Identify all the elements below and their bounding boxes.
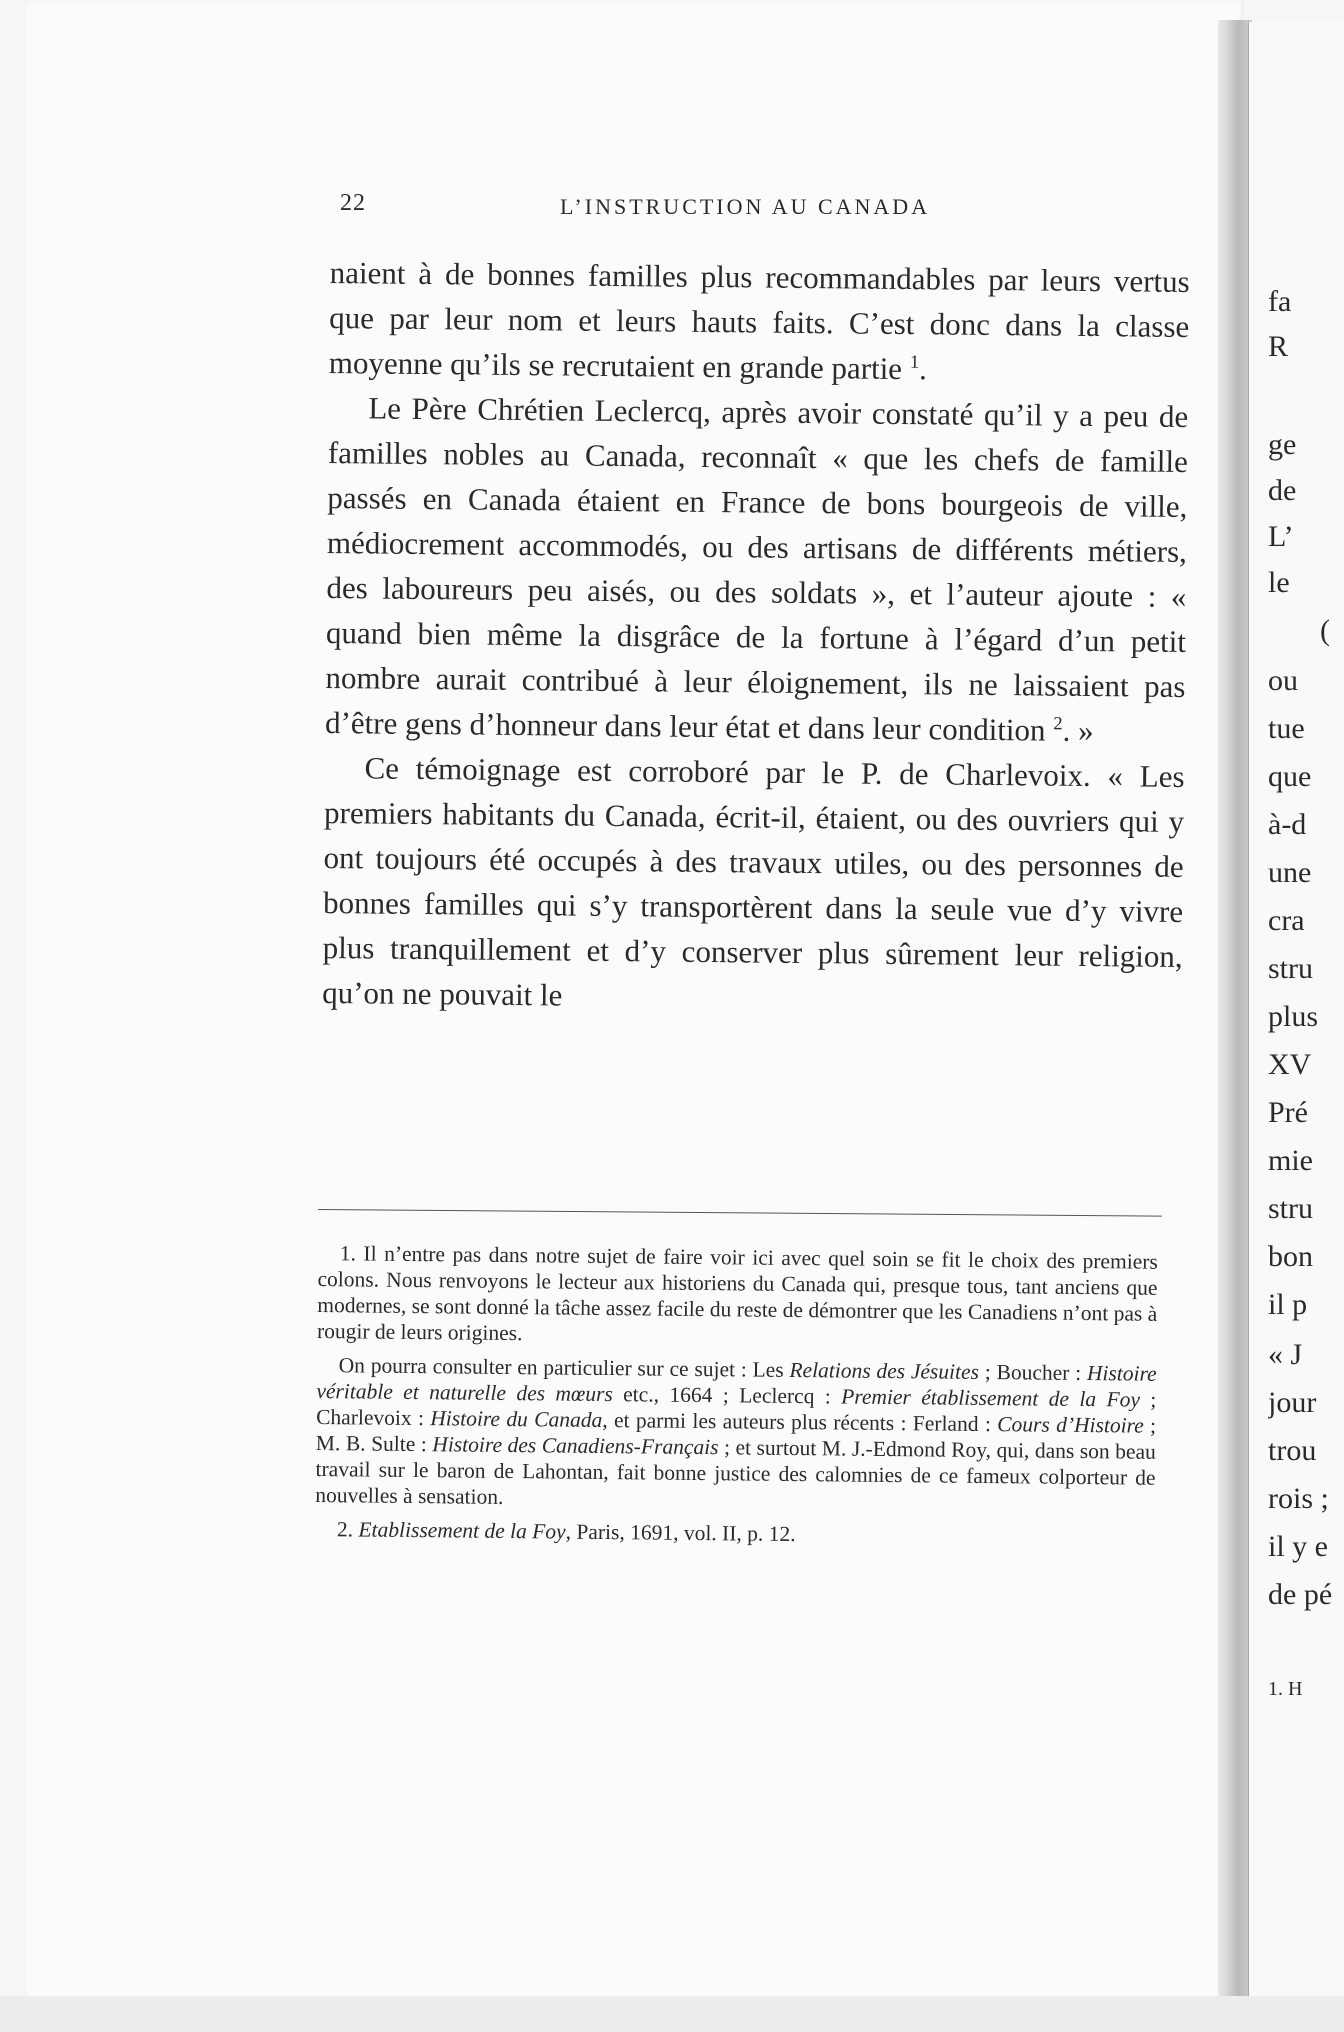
right-fragment: rois ; <box>1268 1482 1329 1515</box>
right-fragment: R <box>1268 330 1289 363</box>
right-fragment: trou <box>1268 1434 1317 1467</box>
fn-title: Histoire du Canada <box>430 1406 603 1432</box>
paragraph-2 <box>325 385 1189 754</box>
fn-text: ; M. B. Sulte : <box>315 1413 1157 1457</box>
right-fragment: tue <box>1268 712 1305 745</box>
book-gutter <box>1218 20 1252 2010</box>
page-header <box>340 190 970 230</box>
right-fragment: de pé <box>1268 1578 1333 1611</box>
right-fragment: stru <box>1268 952 1313 985</box>
fn-title: Histoire des Canadiens-Français <box>432 1432 719 1460</box>
fn-text: , et parmi les auteurs plus récents : Ferland : <box>602 1407 998 1437</box>
footnote-1-continued <box>315 1352 1157 1517</box>
footnote-2 <box>315 1516 1155 1551</box>
right-fragment: XV <box>1268 1048 1312 1081</box>
right-fragment: il p <box>1268 1288 1308 1321</box>
fn-text: ; Charlevoix : <box>316 1387 1157 1431</box>
right-fragment: ge <box>1268 428 1297 461</box>
fn-text: etc., 1664 ; Leclercq : <box>612 1382 842 1409</box>
right-fragment: ou <box>1268 664 1298 697</box>
right-fragment: il y e <box>1268 1530 1328 1563</box>
right-fragment: que <box>1268 760 1312 793</box>
fn-text: ; et surtout M. J.-Edmond Roy, qui, dans son beau travail sur le baron de Lahontan, fait bonne justice des calomnies de ce fameux colporteur de nouvelles à sensation. <box>315 1435 1156 1509</box>
right-fragment: une <box>1268 856 1312 889</box>
right-fragment: cra <box>1268 904 1305 937</box>
right-fragment: à-d <box>1268 808 1307 841</box>
right-fragment: 1. H <box>1268 1678 1303 1700</box>
paragraph-3: Ce témoignage est corroboré par le P. de Charlevoix. « Les premiers habitants du Canada, écrit-il, étaient, ou des ouvriers qui y ont toujours été occupés à des travaux utiles, ou des personnes de bonnes familles qui s’y transportèrent dans la seule vue d’y vivre plus tranquillement et d’y conserver plus sûrement leur religion, qu’on ne pouvait le <box>322 750 1185 1013</box>
footnotes <box>315 1240 1158 1559</box>
fn-title: Relations des Jésuites <box>789 1357 980 1384</box>
right-fragment: « J <box>1268 1338 1303 1371</box>
paragraph-2-text: Le Père Chrétien Leclercq, après avoir constaté qu’il y a peu de familles nobles au Canada, reconnaît « que les chefs de famille passés en Canada étaient en France de bons bourgeois de ville, médiocrement accommodés, ou des artisans de différents métiers, des laboureurs peu aisés, ou des soldats », et l’auteur ajoute : « quand bien même la disgrâce de la fortune à l’égard d’un petit nombre aurait contribué à leur éloignement, ils ne laissaient pas d’être gens d’honneur dans leur état et dans leur condition <box>324 390 1189 748</box>
running-title: L’INSTRUCTION AU CANADA <box>560 194 931 219</box>
right-fragment: plus <box>1268 1000 1319 1033</box>
paragraph-1-text: naient à de bonnes familles plus recommandables par leurs vertus que par leur nom et leurs hauts faits. C’est donc dans la classe moyenne qu’ils se recrutaient en grande partie <box>328 254 1190 386</box>
body-text <box>322 250 1190 1024</box>
right-fragment: stru <box>1268 1192 1313 1225</box>
right-fragment: fa <box>1268 285 1292 318</box>
paragraph-2-end: . » <box>1062 712 1094 749</box>
right-fragment: Pré <box>1268 1096 1308 1129</box>
fn-title: Histoire véritable et naturelle des mœurs <box>316 1361 1157 1407</box>
right-fragment: le <box>1268 566 1290 599</box>
right-fragment: de <box>1268 474 1297 507</box>
right-fragment: bon <box>1268 1240 1313 1273</box>
fn-text: , Paris, 1691, vol. II, p. 12. <box>565 1519 796 1547</box>
fn-number: 2. <box>336 1517 359 1542</box>
fn-text: ; Boucher : <box>978 1359 1088 1386</box>
fn-title: Cours d’Histoire <box>997 1412 1144 1438</box>
right-fragment: ( <box>1320 614 1330 647</box>
fn-title: Premier établissement de la Foy <box>841 1384 1141 1412</box>
footnote-ref-1: 1 <box>909 351 920 373</box>
footnote-1: 1. Il n’entre pas dans notre sujet de faire voir ici avec quel soin se fit le choix des premiers colons. Nous renvoyons le lecteur aux historiens du Canada qui, presque tous, tant anciens que modernes, se sont donné la tâche assez facile du reste de démontrer que les Canadiens n’ont pas à rougir de leurs origines. <box>316 1241 1158 1346</box>
fn-text: On pourra consulter en particulier sur ce sujet : Les <box>338 1353 790 1382</box>
right-fragment: L’ <box>1268 520 1294 553</box>
right-fragment: mie <box>1268 1144 1313 1177</box>
paragraph-1: naient à de bonnes familles plus recommandables par leurs vertus que par leur nom et leurs hauts faits. C’est donc dans la classe moyenne qu’ils se recrutaient en grande partie $^1$. <box>328 254 1190 387</box>
scan-bottom-edge <box>0 1996 1344 2032</box>
page-number: 22 <box>340 190 366 216</box>
right-fragment: jour <box>1268 1386 1317 1419</box>
footnote-ref-2: 2 <box>1053 713 1063 735</box>
fn-title: Etablissement de la Foy <box>358 1517 566 1544</box>
